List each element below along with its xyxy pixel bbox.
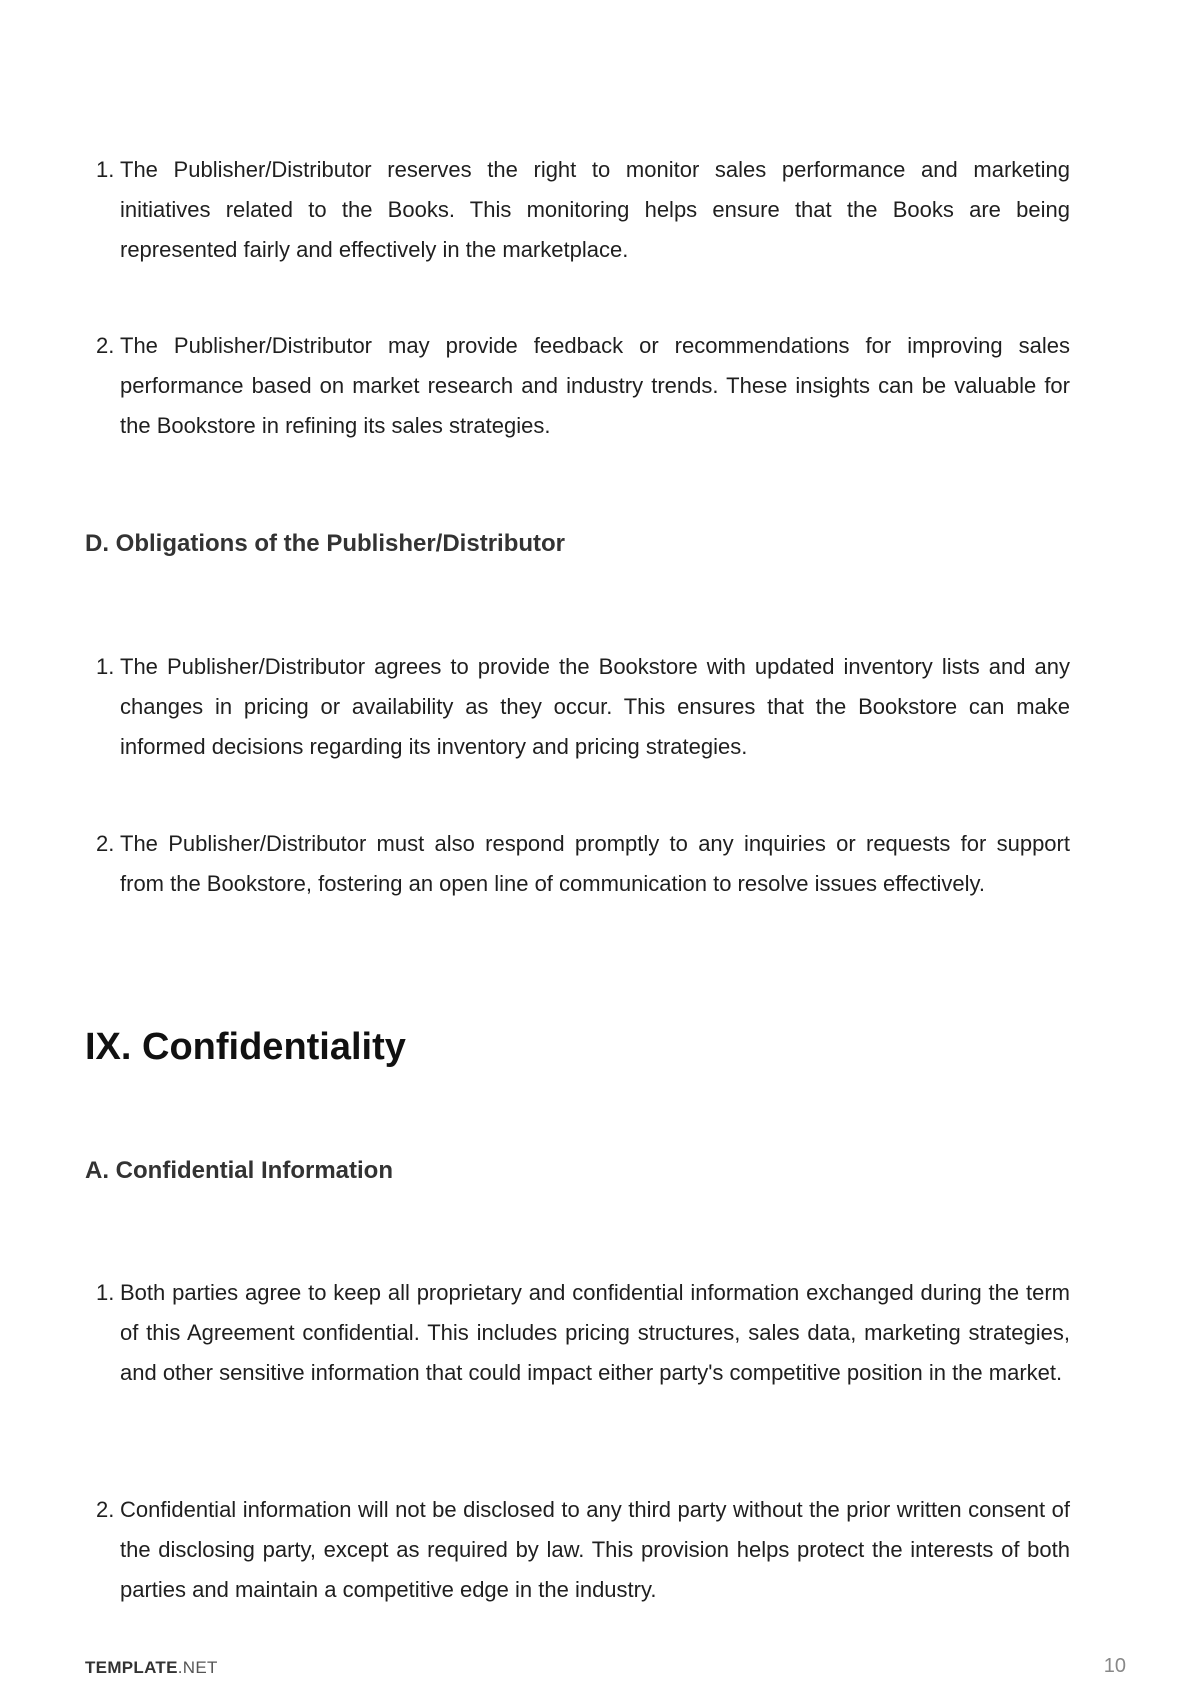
list-item-text: The Publisher/Distributor may provide feedback or recommendations for improving sales performance based on market research and industry trends. These insights can be valuable for the Bookstore in refining its sales strategies.: [120, 333, 1070, 438]
list-item: [85, 326, 1070, 446]
list-item-text: Both parties agree to keep all proprietary and confidential information exchanged during the term of this Agreement confidential. This includes pricing structures, sales data, marketing strategies, and other sensitive information that could impact either party's competitive position in the market.: [120, 1280, 1070, 1385]
list-item-number: 2.: [96, 831, 115, 856]
subsection-heading: D. Obligations of the Publisher/Distributor: [85, 530, 566, 557]
brand-logo: [85, 1658, 218, 1678]
list-item-text: The Publisher/Distributor reserves the right to monitor sales performance and marketing initiatives related to the Books. This monitoring helps ensure that the Books are being represented fairly and effectively in the marketplace.: [120, 157, 1070, 262]
list-item: [85, 150, 1070, 270]
list-item-number: 1.: [96, 157, 115, 182]
list-item-text: Confidential information will not be disclosed to any third party without the prior written consent of the disclosing party, except as required by law. This provision helps protect the interests of both parties and maintain a competitive edge in the industry.: [120, 1497, 1070, 1602]
list-item-text: The Publisher/Distributor agrees to provide the Bookstore with updated inventory lists and any changes in pricing or availability as they occur. This ensures that the Bookstore can make informed decisions regarding its inventory and pricing strategies.: [120, 654, 1070, 759]
page-number: 10: [1103, 1655, 1126, 1677]
list-item-number: 2.: [96, 333, 115, 358]
list-item: [85, 1490, 1070, 1610]
list-item-number: 1.: [96, 654, 115, 679]
list-item: [85, 647, 1070, 767]
subsection-heading: A. Confidential Information: [85, 1157, 393, 1184]
list-item: [85, 1273, 1070, 1393]
brand-suffix: .NET: [177, 1658, 218, 1677]
list-item-number: 2.: [96, 1497, 115, 1522]
list-item: [85, 824, 1070, 904]
list-item-text: The Publisher/Distributor must also respond promptly to any inquiries or requests for support from the Bookstore, fostering an open line of communication to resolve issues effectively.: [120, 831, 1070, 896]
list-item-number: 1.: [96, 1280, 115, 1305]
brand-name: TEMPLATE: [85, 1658, 178, 1677]
section-title: IX. Confidentiality: [85, 1026, 406, 1068]
